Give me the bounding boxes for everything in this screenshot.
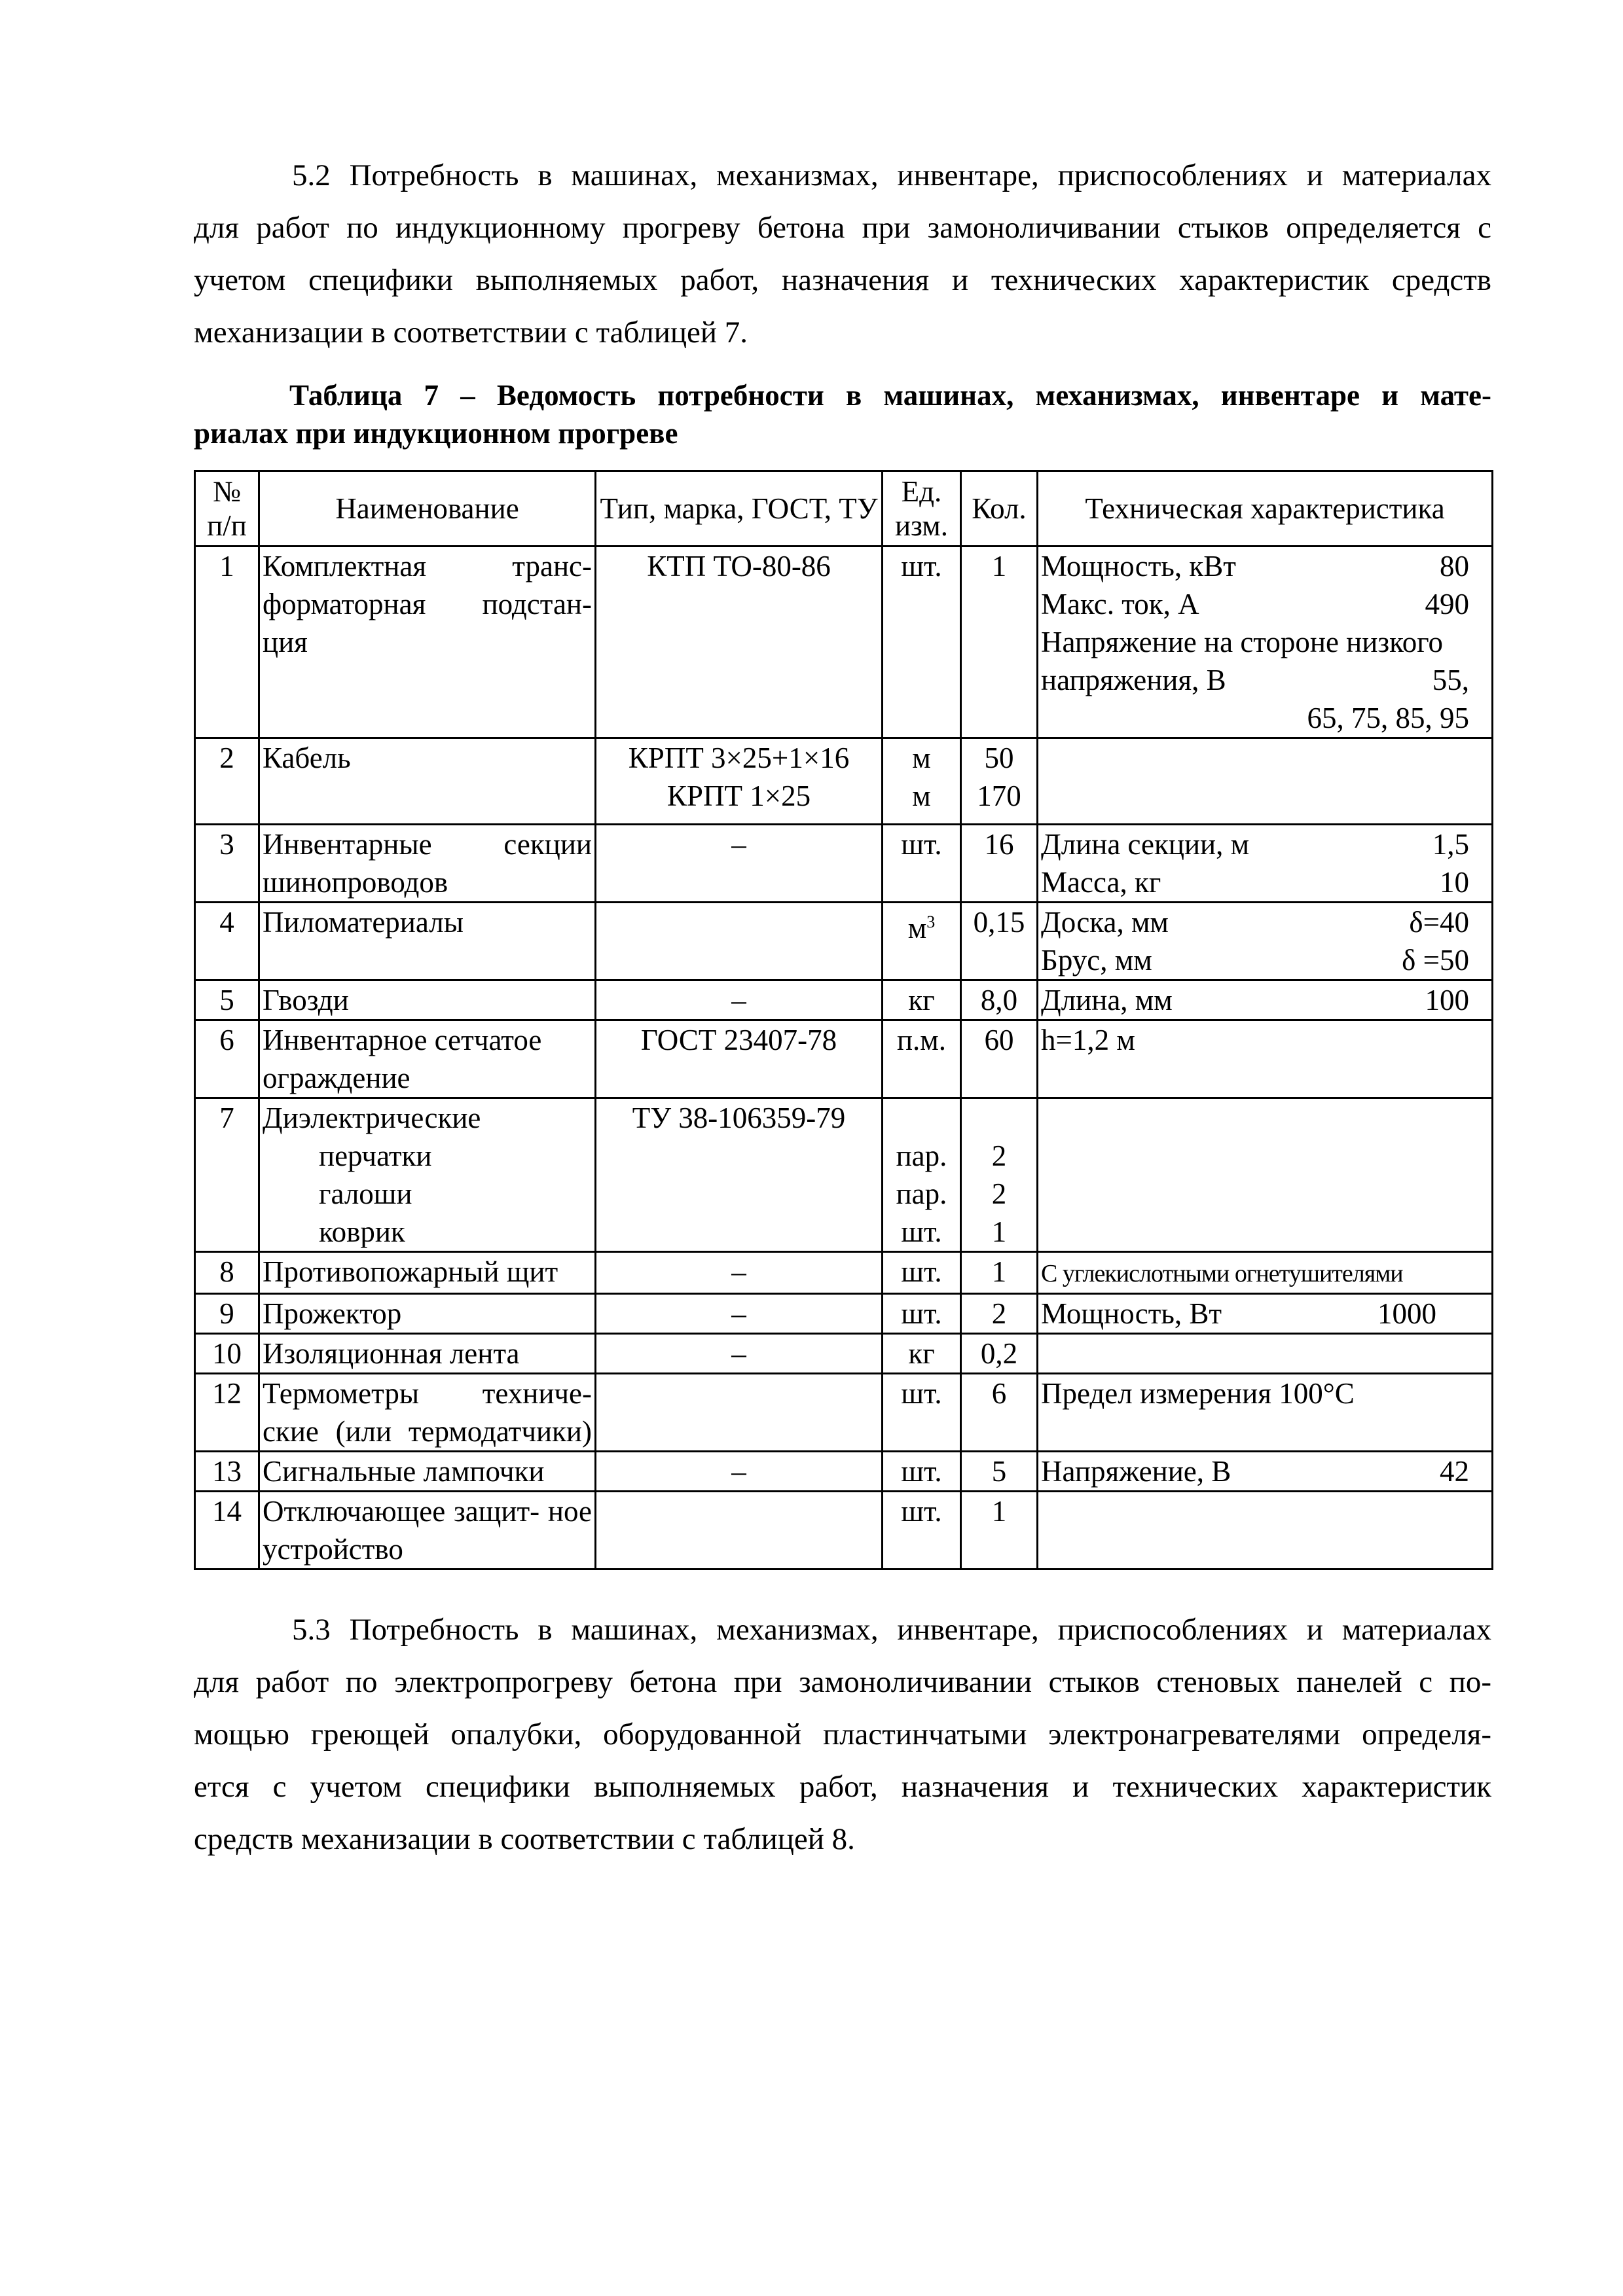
- spec-value: 10: [1440, 866, 1469, 899]
- spec-value: δ =50: [1402, 944, 1469, 977]
- unit-superscript: 3: [926, 912, 936, 931]
- spec-key: Брус, мм: [1041, 944, 1152, 977]
- table-header-row: [195, 471, 1493, 547]
- spec-key: Напряжение, В: [1041, 1455, 1231, 1488]
- cell-qty: 2: [961, 1294, 1038, 1334]
- spec-value: 1000: [1377, 1297, 1436, 1330]
- cell-type: ТУ 38-106359-79: [596, 1098, 883, 1252]
- paragraph-line: мощью греющей опалубки, оборудованной пластинчатыми электронагревателями определя-: [194, 1717, 1491, 1751]
- header-type: Тип, марка, ГОСТ, ТУ: [596, 471, 883, 547]
- table-row: [195, 1334, 1493, 1374]
- cell-type: [596, 1492, 883, 1570]
- cell-unit: [883, 903, 961, 980]
- qty-line: 170: [977, 780, 1021, 812]
- cell-num: 8: [195, 1252, 259, 1294]
- table-row: [195, 825, 1493, 903]
- cell-spec: [1038, 1098, 1493, 1252]
- unit-line: м: [912, 742, 931, 774]
- cell-num: 5: [195, 980, 259, 1020]
- cell-spec: h=1,2 м: [1038, 1020, 1493, 1098]
- table-row: [195, 738, 1493, 825]
- cell-name: Пиломатериалы: [259, 903, 596, 980]
- spec-value: 65, 75, 85, 95: [1307, 702, 1469, 734]
- cell-name: Инвентарные секции шинопроводов: [259, 825, 596, 903]
- unit-line: пар.: [896, 1177, 947, 1210]
- header-name: Наименование: [259, 471, 596, 547]
- paragraph-5-3: [194, 1604, 1491, 1865]
- cell-spec: [1038, 1334, 1493, 1374]
- cell-num: 13: [195, 1452, 259, 1492]
- cell-qty: 0,15: [961, 903, 1038, 980]
- paragraph-line: учетом специфики выполняемых работ, назначения и технических характеристик средств: [194, 263, 1491, 297]
- cell-unit: шт.: [883, 1294, 961, 1334]
- paragraph-line: 5.3 Потребность в машинах, механизмах, инвентаре, приспособлениях и материалах: [292, 1613, 1491, 1647]
- paragraph-line: механизации в соответствии с таблицей 7.: [194, 315, 748, 350]
- cell-type: [596, 738, 883, 825]
- paragraph-line: средств механизации в соответствии с таблицей 8.: [194, 1822, 855, 1856]
- cell-type: –: [596, 980, 883, 1020]
- paragraph-line: 5.2 Потребность в машинах, механизмах, инвентаре, приспособлениях и материалах: [292, 158, 1491, 192]
- spec-value: δ=40: [1409, 906, 1469, 939]
- cell-unit: шт.: [883, 547, 961, 738]
- cell-unit: шт.: [883, 825, 961, 903]
- cell-spec: [1038, 825, 1493, 903]
- cell-unit: п.м.: [883, 1020, 961, 1098]
- unit-line: м: [912, 780, 931, 812]
- cell-name: Сигнальные лампочки: [259, 1452, 596, 1492]
- sub-item: перчатки: [319, 1139, 432, 1172]
- cell-type: ГОСТ 23407-78: [596, 1020, 883, 1098]
- table-row: [195, 1374, 1493, 1452]
- type-line: КРПТ 3×25+1×16: [628, 742, 850, 774]
- cell-spec: [1038, 547, 1493, 738]
- cell-type: КТП ТО-80-86: [596, 547, 883, 738]
- caption-line: Таблица 7 – Ведомость потребности в машинах, механизмах, инвентаре и мате-: [289, 379, 1491, 412]
- cell-unit: кг: [883, 1334, 961, 1374]
- table-row: [195, 1252, 1493, 1294]
- cell-unit: шт.: [883, 1252, 961, 1294]
- spec-value: 42: [1440, 1455, 1469, 1488]
- cell-qty: 6: [961, 1374, 1038, 1452]
- cell-name: Прожектор: [259, 1294, 596, 1334]
- cell-unit: [883, 1098, 961, 1252]
- cell-spec: [1038, 903, 1493, 980]
- cell-name: [259, 1098, 596, 1252]
- qty-line: 2: [991, 1177, 1007, 1210]
- cell-type: –: [596, 1334, 883, 1374]
- spec-value: 80: [1440, 550, 1469, 583]
- spec-key: Доска, мм: [1041, 906, 1169, 939]
- table-caption: [194, 376, 1491, 452]
- cell-spec: [1038, 1252, 1493, 1294]
- cell-qty: 60: [961, 1020, 1038, 1098]
- cell-name: Комплектная транс- форматорная подстан- ция: [259, 547, 596, 738]
- spec-value: 100: [1425, 984, 1469, 1016]
- table-row: [195, 903, 1493, 980]
- cell-unit: шт.: [883, 1374, 961, 1452]
- spec-value: 1,5: [1432, 828, 1469, 861]
- cell-spec: [1038, 1452, 1493, 1492]
- cell-num: 3: [195, 825, 259, 903]
- cell-type: –: [596, 1452, 883, 1492]
- cell-qty: 16: [961, 825, 1038, 903]
- cell-qty: 1: [961, 1492, 1038, 1570]
- paragraph-5-2: [194, 149, 1491, 359]
- requirements-table: [194, 470, 1493, 1570]
- cell-qty: 1: [961, 547, 1038, 738]
- spec-value: 490: [1425, 588, 1469, 620]
- cell-num: 1: [195, 547, 259, 738]
- cell-unit: шт.: [883, 1452, 961, 1492]
- spec-value: 55,: [1432, 664, 1469, 696]
- header-spec: Техническая характеристика: [1038, 471, 1493, 547]
- cell-type: –: [596, 825, 883, 903]
- cell-qty: 1: [961, 1252, 1038, 1294]
- table-row: [195, 1294, 1493, 1334]
- cell-spec: [1038, 980, 1493, 1020]
- table-row: [195, 547, 1493, 738]
- cell-qty: [961, 738, 1038, 825]
- paragraph-line: для работ по электропрогреву бетона при замоноличивании стыков стеновых панелей с по-: [194, 1665, 1491, 1699]
- unit-line: шт.: [901, 1215, 942, 1248]
- table-row: [195, 1020, 1493, 1098]
- spec-key: Напряжение на стороне низкого: [1041, 626, 1444, 658]
- cell-qty: [961, 1098, 1038, 1252]
- cell-type: [596, 1374, 883, 1452]
- spec-key: Макс. ток, А: [1041, 588, 1199, 620]
- cell-spec: [1038, 1294, 1493, 1334]
- cell-num: 10: [195, 1334, 259, 1374]
- cell-num: 9: [195, 1294, 259, 1334]
- table-row: [195, 1452, 1493, 1492]
- cell-unit: кг: [883, 980, 961, 1020]
- cell-num: 7: [195, 1098, 259, 1252]
- cell-type: –: [596, 1252, 883, 1294]
- header-qty: Кол.: [961, 471, 1038, 547]
- unit-text: м: [907, 912, 927, 944]
- cell-spec: [1038, 738, 1493, 825]
- spec-key: напряжения, В: [1041, 664, 1226, 696]
- caption-line: риалах при индукционном прогреве: [194, 417, 678, 450]
- cell-qty: 5: [961, 1452, 1038, 1492]
- cell-name: Термометры техниче- ские (или термодатчики): [259, 1374, 596, 1452]
- cell-num: 6: [195, 1020, 259, 1098]
- spec-key: Длина, мм: [1041, 984, 1173, 1016]
- unit-line: пар.: [896, 1139, 947, 1172]
- cell-num: 4: [195, 903, 259, 980]
- cell-unit: шт.: [883, 1492, 961, 1570]
- spec-key: Масса, кг: [1041, 866, 1161, 899]
- table-row: [195, 1098, 1493, 1252]
- table-row: [195, 980, 1493, 1020]
- cell-name: Отключающее защит- ное устройство: [259, 1492, 596, 1570]
- name-line: Диэлектрические: [263, 1102, 481, 1134]
- cell-type: –: [596, 1294, 883, 1334]
- cell-num: 12: [195, 1374, 259, 1452]
- cell-num: 2: [195, 738, 259, 825]
- table-row: [195, 1492, 1493, 1570]
- spec-key: Мощность, кВт: [1041, 550, 1236, 583]
- type-line: КРПТ 1×25: [666, 780, 811, 812]
- cell-type: [596, 903, 883, 980]
- sub-item: галоши: [319, 1177, 412, 1210]
- paragraph-line: ется с учетом специфики выполняемых работ, назначения и технических характеристик: [194, 1770, 1491, 1804]
- header-unit: Ед. изм.: [883, 471, 961, 547]
- cell-num: 14: [195, 1492, 259, 1570]
- cell-spec: [1038, 1492, 1493, 1570]
- paragraph-line: для работ по индукционному прогреву бетона при замоноличивании стыков определяется с: [194, 211, 1491, 245]
- spec-key: Длина секции, м: [1041, 828, 1250, 861]
- qty-line: 50: [984, 742, 1014, 774]
- cell-name: Изоляционная лента: [259, 1334, 596, 1374]
- cell-unit: [883, 738, 961, 825]
- cell-qty: 0,2: [961, 1334, 1038, 1374]
- sub-item: коврик: [319, 1215, 405, 1248]
- qty-line: 1: [991, 1215, 1007, 1248]
- cell-spec: Предел измерения 100°С: [1038, 1374, 1493, 1452]
- cell-name: Кабель: [259, 738, 596, 825]
- cell-qty: 8,0: [961, 980, 1038, 1020]
- cell-name: Инвентарное сетчатое ограждение: [259, 1020, 596, 1098]
- spec-key: Мощность, Вт: [1041, 1297, 1222, 1330]
- header-num: № п/п: [195, 471, 259, 547]
- qty-line: 2: [991, 1139, 1007, 1172]
- cell-name: Противопожарный щит: [259, 1252, 596, 1294]
- cell-name: Гвозди: [259, 980, 596, 1020]
- spec-key: С углекислотными огнетушителями: [1041, 1260, 1403, 1287]
